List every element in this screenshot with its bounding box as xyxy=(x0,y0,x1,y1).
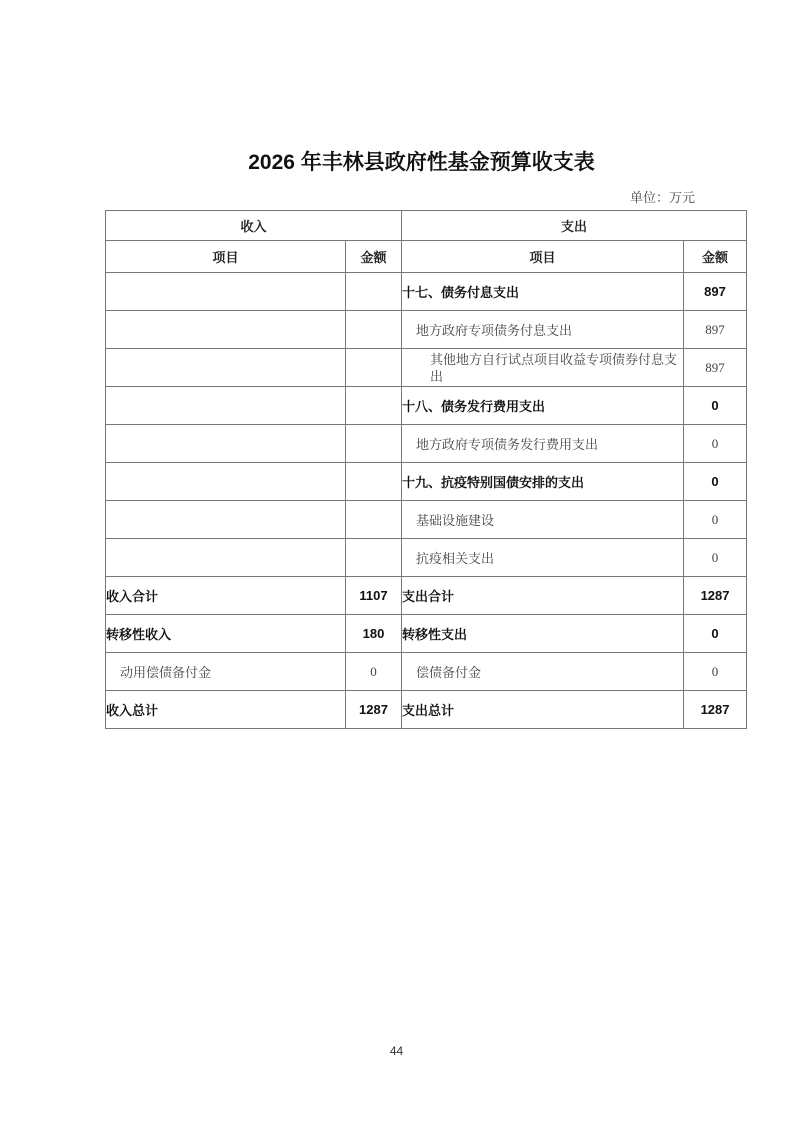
budget-table xyxy=(105,210,747,729)
expense-item-header: 项目 xyxy=(402,241,684,273)
expense-header: 支出 xyxy=(402,211,747,241)
expense-item-cell: 基础设施建设 xyxy=(402,501,684,539)
income-amount-cell: 1287 xyxy=(346,691,402,729)
income-amount-cell xyxy=(346,387,402,425)
expense-item-cell: 十八、债务发行费用支出 xyxy=(402,387,684,425)
income-item-cell: 收入合计 xyxy=(106,577,346,615)
income-amount-cell xyxy=(346,425,402,463)
table-row xyxy=(106,653,747,691)
table-row xyxy=(106,691,747,729)
table-row xyxy=(106,387,747,425)
expense-item-cell: 十九、抗疫特别国债安排的支出 xyxy=(402,463,684,501)
expense-amount-cell: 0 xyxy=(684,653,747,691)
income-amount-cell xyxy=(346,273,402,311)
table-row xyxy=(106,501,747,539)
table-subheader-row xyxy=(106,241,747,273)
expense-amount-cell: 0 xyxy=(684,539,747,577)
income-item-cell xyxy=(106,463,346,501)
income-item-cell xyxy=(106,539,346,577)
income-item-cell: 转移性收入 xyxy=(106,615,346,653)
income-item-cell xyxy=(106,387,346,425)
income-item-cell: 动用偿债备付金 xyxy=(106,653,346,691)
expense-item-cell: 其他地方自行试点项目收益专项债券付息支出 xyxy=(402,349,684,387)
income-amount-cell: 0 xyxy=(346,653,402,691)
income-item-cell xyxy=(106,501,346,539)
table-row xyxy=(106,539,747,577)
income-item-cell xyxy=(106,311,346,349)
table-row xyxy=(106,273,747,311)
income-amount-cell xyxy=(346,501,402,539)
income-amount-cell: 1107 xyxy=(346,577,402,615)
table-row xyxy=(106,615,747,653)
page-number: 44 xyxy=(389,1044,404,1058)
expense-amount-cell: 0 xyxy=(684,501,747,539)
expense-amount-cell: 897 xyxy=(684,311,747,349)
table-row xyxy=(106,311,747,349)
expense-amount-cell: 897 xyxy=(684,273,747,311)
income-amount-header: 金额 xyxy=(346,241,402,273)
income-header: 收入 xyxy=(106,211,402,241)
income-amount-cell xyxy=(346,539,402,577)
expense-amount-cell: 897 xyxy=(684,349,747,387)
income-item-cell xyxy=(106,273,346,311)
unit-label: 单位：万元 xyxy=(629,190,695,205)
expense-item-cell: 地方政府专项债务发行费用支出 xyxy=(402,425,684,463)
income-amount-cell xyxy=(346,311,402,349)
income-amount-cell xyxy=(346,349,402,387)
expense-amount-cell: 0 xyxy=(684,425,747,463)
expense-item-cell: 地方政府专项债务付息支出 xyxy=(402,311,684,349)
income-item-cell xyxy=(106,349,346,387)
table-header-row xyxy=(106,211,747,241)
income-item-header: 项目 xyxy=(106,241,346,273)
page-title: 2026 年丰林县政府性基金预算收支表 xyxy=(248,151,595,174)
expense-item-cell: 支出合计 xyxy=(402,577,684,615)
expense-amount-cell: 0 xyxy=(684,387,747,425)
income-item-cell xyxy=(106,425,346,463)
income-item-cell: 收入总计 xyxy=(106,691,346,729)
expense-item-cell: 抗疫相关支出 xyxy=(402,539,684,577)
expense-amount-cell: 1287 xyxy=(684,691,747,729)
expense-amount-cell: 0 xyxy=(684,463,747,501)
expense-item-cell: 偿债备付金 xyxy=(402,653,684,691)
table-row xyxy=(106,349,747,387)
expense-item-cell: 十七、债务付息支出 xyxy=(402,273,684,311)
expense-amount-cell: 1287 xyxy=(684,577,747,615)
income-amount-cell xyxy=(346,463,402,501)
expense-amount-header: 金额 xyxy=(684,241,747,273)
table-row xyxy=(106,577,747,615)
expense-item-cell: 支出总计 xyxy=(402,691,684,729)
income-amount-cell: 180 xyxy=(346,615,402,653)
expense-item-cell: 转移性支出 xyxy=(402,615,684,653)
table-row xyxy=(106,425,747,463)
expense-amount-cell: 0 xyxy=(684,615,747,653)
table-row xyxy=(106,463,747,501)
